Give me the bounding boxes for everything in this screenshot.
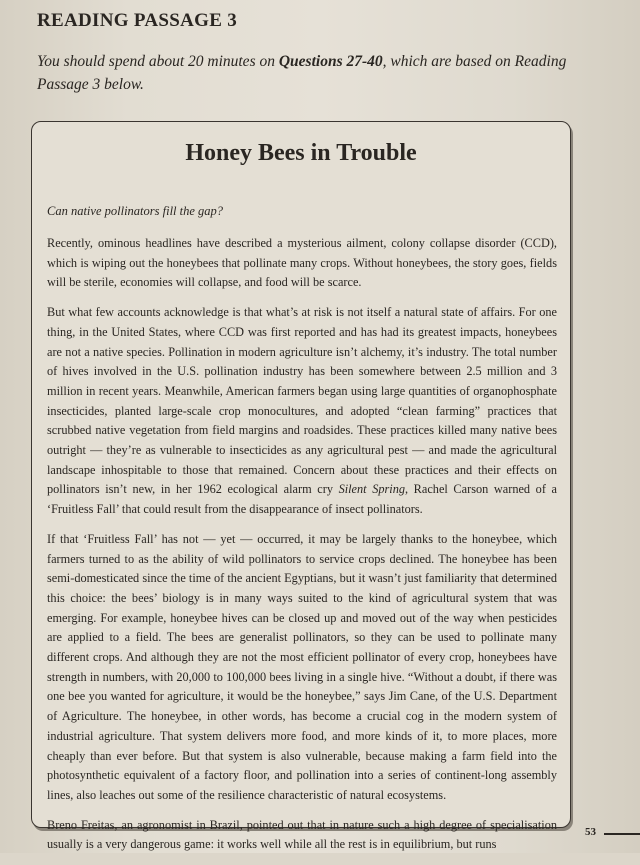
instructions-text: You should spend about 20 minutes on — [37, 53, 279, 70]
section-title: READING PASSAGE 3 — [37, 10, 238, 31]
paragraph-2 — [47, 303, 557, 520]
page-number-rule — [604, 833, 640, 835]
paragraph-1: Recently, ominous headlines have described a mysterious ailment, colony collapse disorder (CCD), which is wiping out the honeybees that pollinate many crops. Without honeybees, the story goes, fields will be sterile, economies will collapse, and food will be scarce. — [47, 236, 557, 290]
paragraph-2-text-end: , Rachel Carson warned of a ‘Fruitless Fall’ that could result from the disappearance of insect pollinators. — [47, 482, 557, 517]
book-title: Silent Spring — [338, 482, 405, 497]
instructions-text-end: , which are based on Reading Passage 3 below. — [37, 53, 567, 93]
paragraph-2-text: But what few accounts acknowledge is that what’s at risk is not itself a natural state of affairs. For one thing, in the United States, where CCD was first reported and has had its greatest impacts, honeybees are not a native species. Pollination in modern agriculture isn’t alchemy, it’s industry. The total number of hives involved in the U.S. pollination industry has been somewhere between 2.5 million and 3 million in recent years. Meanwhile, American farmers began using large quantities of organophosphate insecticides, planted large-scale crop monocultures, and adopted “clean farming” practices that scrubbed native vegetation from field margins and roadsides. These practices killed many native bees outright — they’re as vulnerable to insecticides as any agricultural pest — and made the agricultural landscape inhospitable to those that remained. Concern about these practices and their effects on pollinators isn’t new, in her 1962 ecological alarm cry — [47, 305, 557, 497]
paragraph-3: If that ‘Fruitless Fall’ has not — yet — occurred, it may be largely thanks to the honeybee, which farmers turned to as the ability of wild pollinators to service crops declined. The honeybee has been semi-domesticated since the time of the ancient Egyptians, but it wasn’t just familiarity that determined this choice: the bees’ biology is in many ways suited to the kind of agricultural system that was emerging. For example, honeybee hives can be closed up and moved out of the way when pesticides are applied to a field. The bees are generalist pollinators, so they can be used to pollinate many different crops. And although they are not the most efficient pollinator of every crop, honeybees have strength in numbers, with 20,000 to 100,000 bees living in a single hive. “Without a doubt, if there was one bee you wanted for agriculture, it would be the honeybee,” says Jim Cane, of the U.S. Department of Agriculture. The honeybee, in other words, has become a crucial cog in the modern system of industrial agriculture. That system delivers more food, and more kinds of it, to more places, more cheaply than ever before. But that system is also vulnerable, because making a farm field into the photosynthetic equivalent of a factory floor, and pollination into a series of continent-long assembly lines, also leaches out some of the resilience characteristic of natural ecosystems. — [47, 531, 557, 802]
paragraph-4: Breno Freitas, an agronomist in Brazil, pointed out that in nature such a high degree of specialisation usually is a very dangerous game: it works well while all the rest is in equilibrium, but runs — [47, 817, 557, 852]
instructions-questions: Questions 27-40 — [278, 53, 383, 70]
instructions — [37, 50, 582, 96]
article-title: Honey Bees in Trouble — [185, 140, 417, 166]
passage-box — [31, 121, 571, 852]
article-subtitle: Can native pollinators fill the gap? — [47, 204, 224, 218]
article-body — [47, 234, 557, 865]
page-number: 53 — [585, 826, 596, 838]
